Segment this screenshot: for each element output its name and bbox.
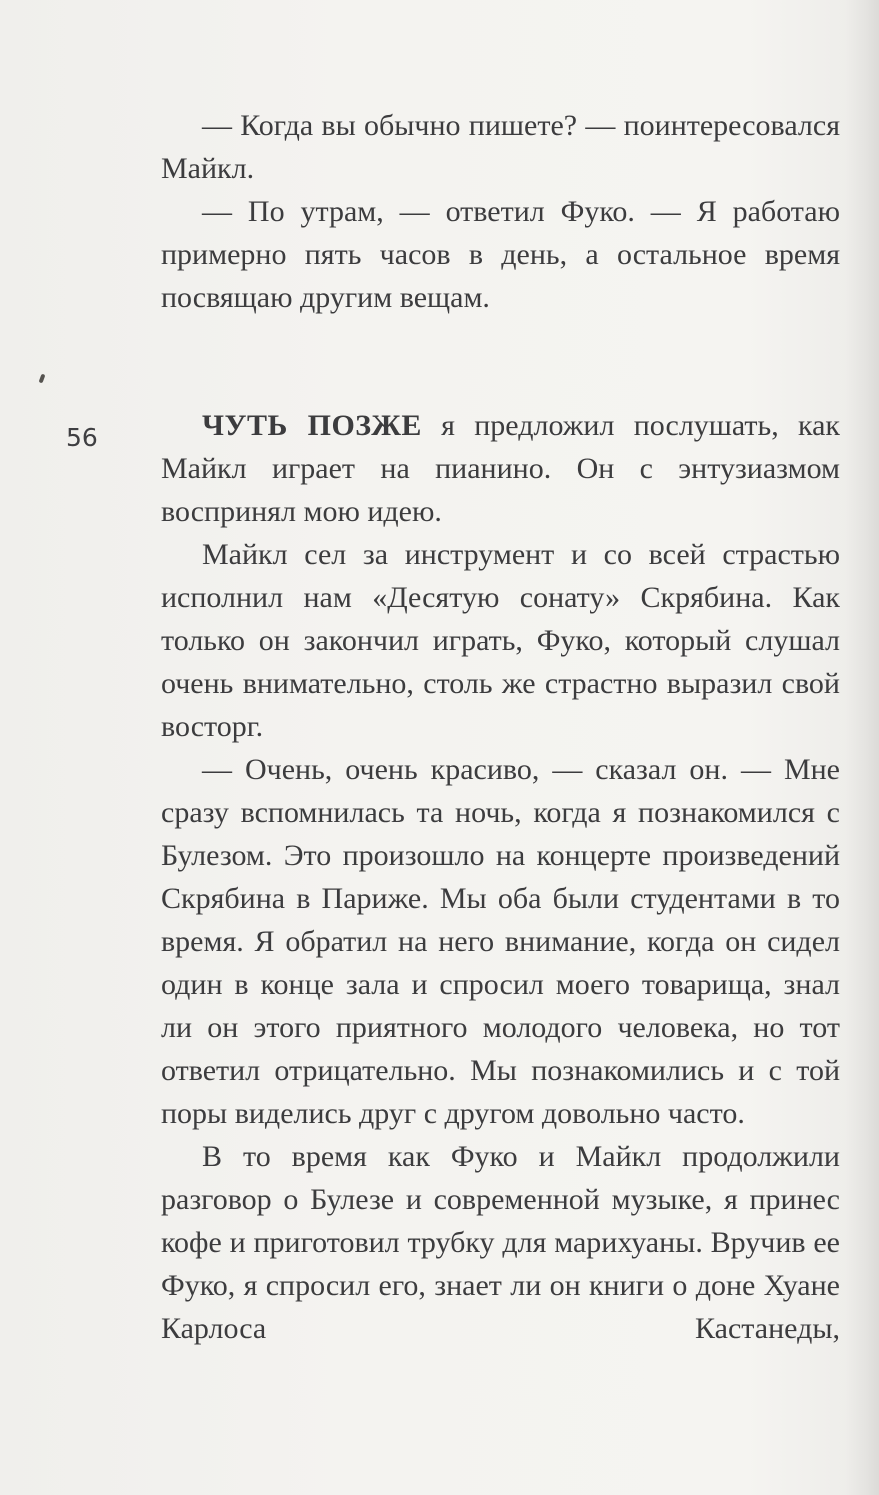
paragraph-answer: — По утрам, — ответил Фуко. — Я работаю примерно пять часов в день, а остальное время посвящаю другим вещам. (161, 195, 840, 314)
section-first-paragraph (161, 404, 840, 533)
section-block (161, 404, 840, 1350)
paragraph-question: — Когда вы обычно пишете? — поинтересовался Майкл. (161, 109, 840, 185)
paragraph-coffee: В то время как Фуко и Майкл продолжили разговор о Булезе и современной музыке, я принес кофе и приготовил трубку для марихуаны. Вручив ее Фуко, я спросил его, знает ли он книги о доне Хуане Карлоса Кастанеды, (161, 1140, 840, 1345)
page-edge-shadow (845, 0, 879, 1495)
paragraph-boulez: — Очень, очень красиво, — сказал он. — Мне сразу вспомнилась та ночь, когда я познакомился с Булезом. Это произошло на концерте произведений Скрябина в Париже. Мы оба были студентами в то время. Я обратил на него внимание, когда он сидел один в конце зала и спросил моего товарища, знал ли он этого приятного молодого человека, но тот ответил отрицательно. Мы познакомились и с той поры виделись друг с другом довольно часто. (161, 753, 840, 1130)
paragraph-sonata: Майкл сел за инструмент и со всей страстью исполнил нам «Десятую сонату» Скрябина. Как только он закончил играть, Фуко, который слушал очень внимательно, столь же страстно выразил свой восторг. (161, 538, 840, 743)
paper-speck (39, 374, 46, 384)
section-first-text: я предложил послушать, как Майкл играет на пианино. Он с энтузиазмом воспринял мою идею. (161, 409, 840, 528)
section-lead-in: ЧУТЬ ПОЗЖЕ (202, 409, 422, 442)
dialogue-block (161, 104, 840, 319)
page-number: 56 (66, 423, 98, 452)
